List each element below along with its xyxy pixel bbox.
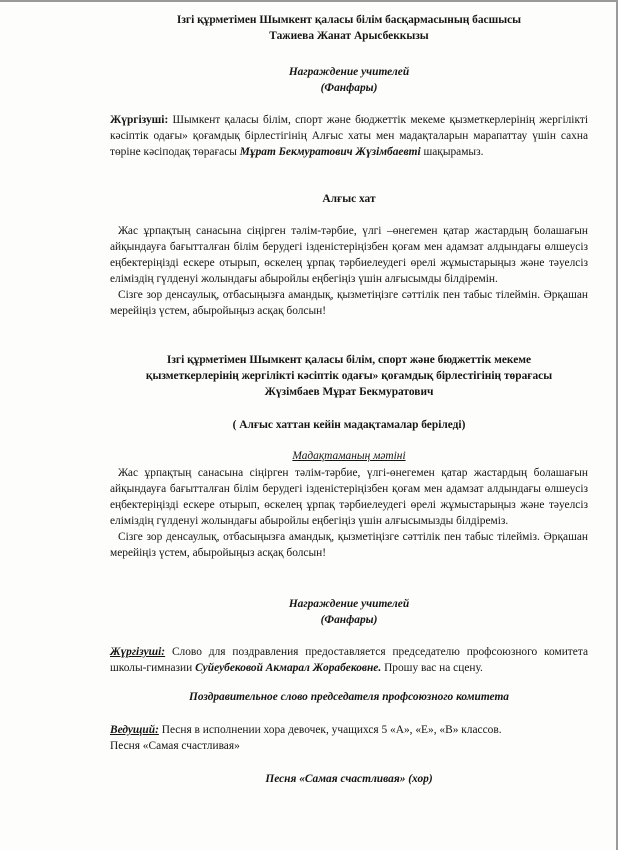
host-text-3: Песня в исполнении хора девочек, учащихся 5 «А», «Е», «В» классов.	[158, 724, 502, 736]
award-subtitle-2: (Фанфары)	[320, 614, 378, 626]
song-heading: Песня «Самая счастливая» (хор)	[265, 773, 433, 785]
host-text-3-line-2: Песня «Самая счастливая»	[110, 740, 240, 752]
note: ( Алғыс хаттан кейін мадақтамалар беріледі)	[232, 419, 466, 431]
signature-line-3: Жүзімбаев Мұрат Бекмуратович	[264, 386, 434, 398]
host-label-2: Жүргізуші:	[110, 646, 166, 658]
host-text-1a: Шымкент қаласы білім, спорт және бюджеттік мекеме қызметкерлерінің жергілікті кәсіптік одағы» қоғамдық бірлестігінің Алғыс хаты мен мадақталарын марапаттау үшін сахна төріне кәсіподақ төрағасы	[110, 114, 588, 158]
signature-block	[110, 352, 588, 400]
signature-line-2: қызметкерлерінің жергілікті кәсіптік одағы» қоғамдық бірлестігінің төрағасы	[145, 370, 553, 382]
header-line-1: Ізгі құрметімен Шымкент қаласы білім басқармасының басшысы	[176, 14, 522, 26]
host-text-2a: Слово для поздравления предоставляется председателю профсоюзного комитета школы-гимназии	[110, 646, 588, 674]
header	[110, 12, 588, 44]
thanks-letter-body	[110, 223, 588, 319]
thanks-letter-para-2: Сізге зор денсаулық, отбасыңызға амандық, қызметіңізге сәттілік пен табыс тілеймін. Әрқашан мерейіңіз үстем, абыройыңыз асқақ болсын!	[110, 289, 588, 317]
host-paragraph-1	[110, 112, 588, 160]
host-label-3: Ведущий:	[110, 724, 159, 736]
host-text-2b: Прошу вас на сцену.	[381, 662, 483, 674]
host-paragraph-2	[110, 644, 588, 676]
signature-line-1: Ізгі құрметімен Шымкент қаласы білім, спорт және бюджеттік мекеме	[166, 354, 532, 366]
commendation-para-1: Жас ұрпақтың санасына сіңірген тәлім-тәрбие, үлгі-өнегемен қатар жастардың болашағын айқындауға бағытталған білім берудегі ізденістеріңізбен қоғам мен адамзат алдындағы өлшеусіз еңбектеріңізді ескере отырып, өскелең ұрпақ тәрбиелеудегі өрелі жұмыстарыңыз және тәуелсіз еліміздің гүлденуі жолындағы абыройлы еңбегіңіз үшін алғысымызды білдіреміз.	[110, 467, 588, 527]
commendation-para-2: Сізге зор денсаулық, отбасыңызға амандық, қызметіңізге сәттілік пен табыс тілейміз. Әрқашан мерейіңіз үстем, абыройыңыз асқақ болсын!	[110, 531, 588, 559]
host-paragraph-3	[110, 722, 588, 754]
thanks-letter-title: Алғыс хат	[322, 193, 376, 205]
commendation-body	[110, 465, 588, 561]
commendation-title: Мадақтаманың мәтіні	[292, 450, 406, 462]
award-title-2: Награждение учителей	[288, 598, 410, 610]
header-line-2: Тажиева Жанат Арысбеккызы	[269, 30, 429, 42]
thanks-letter-para-1: Жас ұрпақтың санасына сіңірген тәлім-тәрбие, үлгі –өнегемен қатар жастардың болашағын айқындауға бағытталған білім берудегі ізденістеріңізбен қоғам мен адамзат алдындағы өлшеусіз еңбектеріңізді ескере отырып, өскелең ұрпақ тәрбиелеудегі өрелі жұмыстарыңыз және тәуелсіз еліміздің гүлденуі жолындағы абыройлы еңбегіңіз үшін алғысымды білдіремін.	[110, 225, 588, 285]
award-heading-1	[110, 64, 588, 96]
award-subtitle-1: (Фанфары)	[320, 82, 378, 94]
host-label-1: Жүргізуші:	[110, 114, 169, 126]
award-title-1: Награждение учителей	[288, 66, 410, 78]
host-text-1b: шақырамыз.	[420, 146, 484, 158]
scan-edge-top	[0, 0, 618, 2]
host-name-2: Суйеубековой Акмарал Жорабековне.	[195, 662, 382, 674]
host-name-1: Мұрат Бекмуратович Жүзімбаевті	[239, 146, 421, 158]
award-heading-2	[110, 596, 588, 628]
union-speech-heading: Поздравительное слово председателя профсоюзного комитета	[189, 691, 509, 703]
